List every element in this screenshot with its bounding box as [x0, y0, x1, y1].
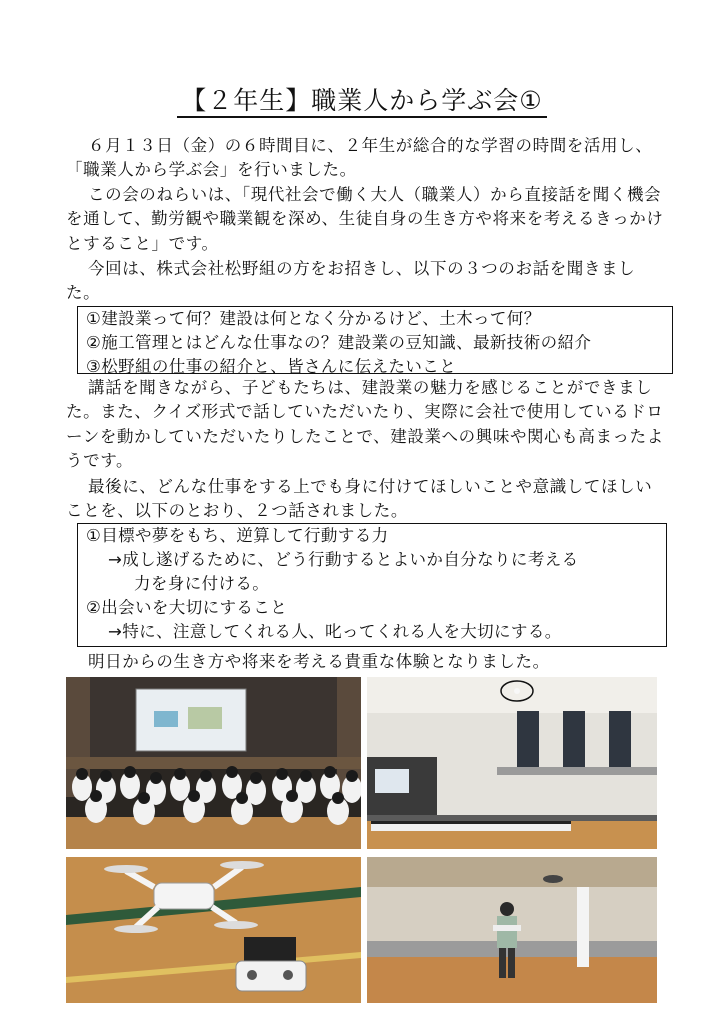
lessons-box [77, 523, 667, 647]
drone-operator-photo-image [367, 857, 657, 1003]
drone-equipment-photo-image [66, 857, 361, 1003]
topic-item-1: ①建設業って何？建設は何となく分かるけど、土木って何？ [86, 309, 541, 328]
lesson-detail-1a: →成し遂げるために、どう行動するとよいか自分なりに考える [108, 550, 579, 569]
paragraph-impression: 講話を聞きながら、子どもたちは、建設業の魅力を感じることができました。また、クイズ形式で話していただいたり、実際に会社で使用しているドローンを動かしていただいたりしたことで、建設業への興味や関心も高まったようです。 [66, 378, 664, 470]
paragraph-aim: この会のねらいは、「現代社会で働く大人（職業人）から直接話を聞く機会を通して、勤労観や職業観を深め、生徒自身の生き方や将来を考えるきっかけとすること」です。 [66, 185, 664, 253]
paragraph-final-message: 最後に、どんな仕事をする上でも身に付けてほしいことや意識してほしいことを、以下のとおり、２つ話されました。 [66, 477, 653, 521]
lecture-photo-image [66, 677, 361, 849]
photo-drone-operator [367, 857, 657, 1003]
lesson-detail-2: →特に、注意してくれる人、叱ってくれる人を大切にする。 [108, 622, 562, 641]
paragraph-guest: 今回は、株式会社松野組の方をお招きし、以下の３つのお話を聞きました。 [66, 259, 636, 303]
lesson-heading-1: ①目標や夢をもち、逆算して行動する力 [86, 526, 389, 545]
photo-drone-equipment [66, 857, 361, 1003]
topic-item-3: ③松野組の仕事の紹介と、皆さんに伝えたいこと [86, 357, 457, 376]
drone-flight-photo-image [367, 677, 657, 849]
paragraph-closing: 明日からの生き方や将来を考える貴重な体験となりました。 [88, 652, 550, 671]
lesson-detail-1b: 力を身に付ける。 [134, 574, 270, 593]
topic-item-2: ②施工管理とはどんな仕事なの？建設業の豆知識、最新技術の紹介 [86, 333, 592, 352]
paragraph-intro: ６月１３日（金）の６時間目に、２年生が総合的な学習の時間を活用し、「職業人から学ぶ会」を行いました。 [66, 136, 653, 180]
topics-box [77, 306, 673, 374]
page-title: 【２年生】職業人から学ぶ会① [0, 84, 724, 118]
photo-drone-flight [367, 677, 657, 849]
photo-lecture [66, 677, 361, 849]
lesson-heading-2: ②出会いを大切にすること [86, 598, 288, 617]
